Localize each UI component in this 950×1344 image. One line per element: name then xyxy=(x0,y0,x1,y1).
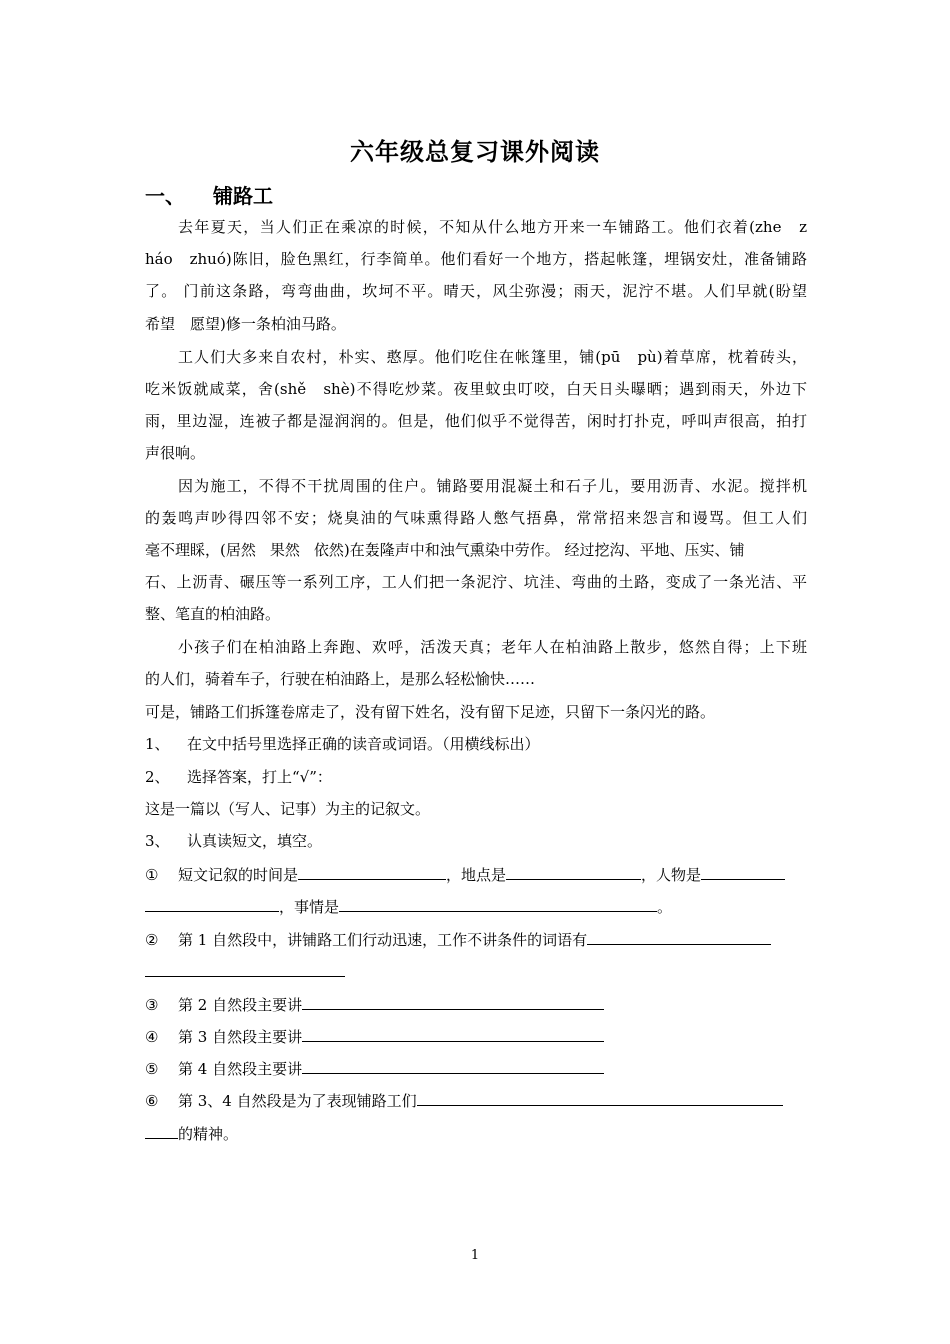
option-yiran-text: 依然)在轰隆声中和浊气熏染中劳作。 经过挖沟、平地、压实、铺 xyxy=(313,541,745,559)
item-1-time-label: 短文记叙的时间是 xyxy=(178,866,299,884)
paragraph-3-line-3 xyxy=(145,540,807,560)
option-guoran: 果然 xyxy=(269,541,300,559)
paragraph-2-line-1: 工人们大多来自农村，朴实、憨厚。他们吃住在帐篷里，铺(pū pù)着草席，枕着砖头， xyxy=(178,348,807,366)
item-6-text: 第 3、4 自然段是为了表现铺路工们 xyxy=(178,1092,417,1110)
paragraph-4-line-2: 的人们，骑着车子，行驶在柏油路上，是那么轻松愉快…… xyxy=(145,670,536,688)
item-2-line-2 xyxy=(145,961,807,982)
paragraph-1-line-4: 希望 愿望)修一条柏油马路。 xyxy=(145,315,346,333)
item-3 xyxy=(145,994,807,1015)
people-blank[interactable] xyxy=(701,864,785,880)
paragraph-1-line-1: 去年夏天，当人们正在乘凉的时候，不知从什么地方开来一车铺路工。他们衣着(zhe z xyxy=(178,218,807,236)
item-1-end: 。 xyxy=(657,898,673,916)
question-2-text: 选择答案，打上“√”： xyxy=(187,768,332,786)
question-2-sub: 这是一篇以（写人、记事）为主的记叙文。 xyxy=(145,800,431,818)
question-1-number: 1、 xyxy=(145,735,170,753)
spirit-blank[interactable] xyxy=(417,1090,783,1106)
page-number: 1 xyxy=(470,1248,480,1263)
item-3-number: ③ xyxy=(145,996,159,1014)
section-heading xyxy=(145,180,273,209)
question-3 xyxy=(145,831,807,851)
item-2-number: ② xyxy=(145,931,159,949)
event-blank[interactable] xyxy=(339,896,657,912)
item-6-end: 的精神。 xyxy=(178,1125,239,1143)
page-title: 六年级总复习课外阅读 xyxy=(350,138,600,166)
item-1-people-label: ，人物是 xyxy=(641,866,702,884)
people-blank-continued[interactable] xyxy=(145,896,279,912)
time-blank[interactable] xyxy=(298,864,446,880)
question-3-text: 认真读短文，填空。 xyxy=(187,832,323,850)
item-1-number: ① xyxy=(145,866,159,884)
item-4-number: ④ xyxy=(145,1028,159,1046)
paragraph-3-line-5: 整、笔直的柏油路。 xyxy=(145,605,281,623)
place-blank[interactable] xyxy=(506,864,641,880)
paragraph-3-summary-blank[interactable] xyxy=(302,1026,604,1042)
section-title: 铺路工 xyxy=(213,184,273,208)
item-6-line-1 xyxy=(145,1090,807,1111)
item-5-text: 第 4 自然段主要讲 xyxy=(178,1060,303,1078)
item-1-place-label: ，地点是 xyxy=(446,866,507,884)
words-blank-continued[interactable] xyxy=(145,961,345,977)
item-2-text: 第 1 自然段中，讲铺路工们行动迅速，工作不讲条件的词语有 xyxy=(178,931,588,949)
item-1-line-1 xyxy=(145,864,807,885)
paragraph-2-line-2: 吃米饭就咸菜，舍(shě shè)不得吃炒菜。夜里蚊虫叮咬，白天日头曝晒；遇到雨天，外边下 xyxy=(145,380,807,398)
paragraph-5: 可是，铺路工们拆篷卷席走了，没有留下姓名，没有留下足迹，只留下一条闪光的路。 xyxy=(145,703,716,721)
paragraph-2-summary-blank[interactable] xyxy=(302,994,604,1010)
paragraph-3-line-2: 的轰鸣声吵得四邻不安；烧臭油的气味熏得路人憋气捂鼻，常常招来怨言和谩骂。但工人们 xyxy=(145,509,807,527)
paragraph-1-line-2: háo zhuó)陈旧，脸色黑红，行李简单。他们看好一个地方，搭起帐篷，埋锅安灶，准备铺路 xyxy=(145,250,807,268)
paragraph-3-line-1: 因为施工，不得不干扰周围的住户。铺路要用混凝土和石子儿，要用沥青、水泥。搅拌机 xyxy=(178,477,807,495)
item-6-number: ⑥ xyxy=(145,1092,159,1110)
item-4-text: 第 3 自然段主要讲 xyxy=(178,1028,303,1046)
item-6-line-2 xyxy=(145,1123,807,1144)
paragraph-1-line-3: 了。 门前这条路，弯弯曲曲，坎坷不平。晴天，风尘弥漫；雨天，泥泞不堪。人们早就(盼望 xyxy=(145,282,807,300)
item-5-number: ⑤ xyxy=(145,1060,159,1078)
paragraph-2-line-3: 雨，里边湿，连被子都是湿润润的。但是，他们似乎不觉得苦，闲时打扑克，呼叫声很高，拍打 xyxy=(145,412,807,430)
words-blank[interactable] xyxy=(587,929,771,945)
spirit-blank-continued[interactable] xyxy=(145,1123,178,1139)
question-2-number: 2、 xyxy=(145,768,170,786)
paragraph-3-line-4: 石、上沥青、碾压等一系列工序，工人们把一条泥泞、坑洼、弯曲的土路，变成了一条光洁、平 xyxy=(145,573,807,591)
item-4 xyxy=(145,1026,807,1047)
item-3-text: 第 2 自然段主要讲 xyxy=(178,996,303,1014)
paragraph-4-summary-blank[interactable] xyxy=(302,1058,604,1074)
question-1-text: 在文中括号里选择正确的读音或词语。（用横线标出） xyxy=(187,735,540,753)
item-5 xyxy=(145,1058,807,1079)
item-2-line-1 xyxy=(145,929,807,950)
question-2 xyxy=(145,767,807,787)
section-number: 一、 xyxy=(145,184,185,208)
question-3-number: 3、 xyxy=(145,832,170,850)
question-1 xyxy=(145,734,807,754)
paragraph-4-line-1: 小孩子们在柏油路上奔跑、欢呼，活泼天真；老年人在柏油路上散步，悠然自得；上下班 xyxy=(178,638,807,656)
option-juran: 毫不理睬，(居然 xyxy=(145,541,256,559)
paragraph-2-line-4: 声很响。 xyxy=(145,444,206,462)
item-1-line-2 xyxy=(145,896,807,917)
item-1-event-label: ，事情是 xyxy=(279,898,340,916)
